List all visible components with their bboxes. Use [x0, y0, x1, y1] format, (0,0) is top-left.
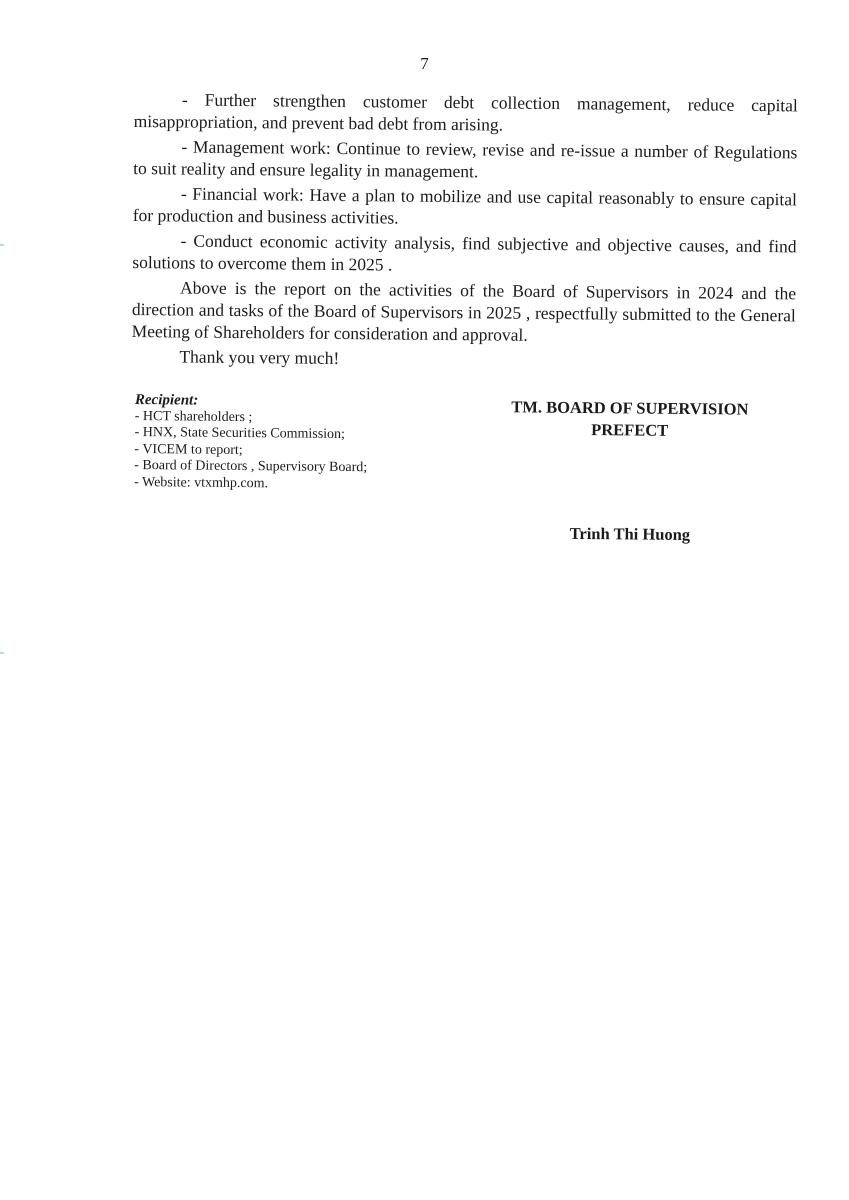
page-number: 7 [420, 54, 429, 73]
paragraph-financial-work: - Financial work: Have a plan to mobilize and use capital reasonably to ensure capital for production and business activities. [132, 183, 798, 228]
paragraph-report-summary: Above is the report on the activities of the Board of Supervisors in 2024 and the direction and tasks of the Board of Supervisors in 2025 , respectfully submitted to the General Meeting of Shareholders for consideration and approval. [131, 277, 797, 345]
recipient-item: - Website: vtxmhp.com. [134, 474, 269, 491]
recipient-item: - HCT shareholders ; [134, 408, 253, 425]
recipient-list [134, 392, 435, 494]
scan-edge-mark [0, 244, 4, 246]
recipient-item: - HNX, State Securities Commission; [134, 424, 346, 443]
recipient-item: - VICEM to report; [134, 441, 243, 458]
signature-role: PREFECT [591, 420, 669, 440]
recipient-items [134, 408, 435, 493]
scan-edge-mark [0, 652, 4, 654]
recipient-item: - Board of Directors , Supervisory Board; [134, 457, 368, 476]
body-text [131, 88, 798, 373]
signature-title: TM. BOARD OF SUPERVISION [511, 397, 749, 419]
paragraph-management-work: - Management work: Continue to review, revise and re-issue a number of Regulations to suit reality and ensure legality in management. [133, 136, 798, 182]
signer-name: Trinh Thi Huong [569, 523, 691, 545]
paragraph-economic-analysis: - Conduct economic activity analysis, find subjective and objective causes, and find solutions to overcome them in 2025 . [132, 230, 797, 275]
signature-block [480, 396, 780, 443]
recipient-heading: Recipient: [134, 392, 199, 409]
paragraph-debt-collection: - Further strengthen customer debt collection management, reduce capital misappropriation, and prevent bad debt from arising. [133, 89, 798, 135]
closing-thanks: Thank you very much! [179, 346, 340, 368]
